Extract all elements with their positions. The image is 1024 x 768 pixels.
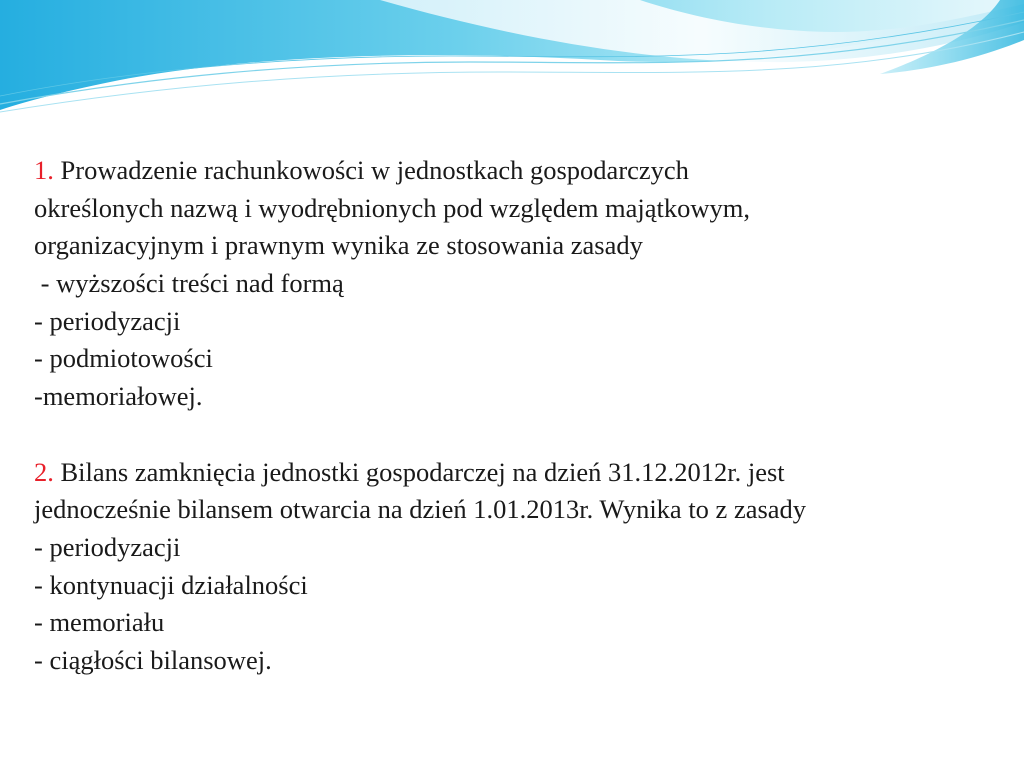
item2-line-1 xyxy=(34,454,994,492)
item2-line-5: - memoriału xyxy=(34,607,165,638)
item1-line-4: - wyższości treści nad formą xyxy=(34,268,344,299)
item1-line-1 xyxy=(34,152,994,190)
item1-number: 1. xyxy=(34,155,54,185)
item2-line-3: - periodyzacji xyxy=(34,531,181,562)
item1-line-7: -memoriałowej. xyxy=(34,381,203,412)
item1-line-3: organizacyjnym i prawnym wynika ze stosowania zasady xyxy=(34,230,643,261)
decorative-wave-header xyxy=(0,0,1024,120)
item2-number: 2. xyxy=(34,456,54,487)
item1-line-2: określonych nazwą i wyodrębnionych pod względem majątkowym, xyxy=(34,192,751,223)
item1-line-6: - podmiotowości xyxy=(34,343,213,374)
slide-content xyxy=(34,152,994,680)
item2-line-4: - kontynuacji działalności xyxy=(34,569,308,600)
item2-line-6: - ciągłości bilansowej. xyxy=(34,644,272,675)
item2-line-2: jednocześnie bilansem otwarcia na dzień 1.01.2013r. Wynika to z zasady xyxy=(34,494,807,525)
paragraph-gap xyxy=(34,416,994,454)
item2-text-1: Bilans zamknięcia jednostki gospodarczej na dzień 31.12.2012r. jest xyxy=(53,456,785,487)
item1-line-5: - periodyzacji xyxy=(34,305,181,336)
item1-text-1: Prowadzenie rachunkowości w jednostkach gospodarczych xyxy=(53,155,689,185)
